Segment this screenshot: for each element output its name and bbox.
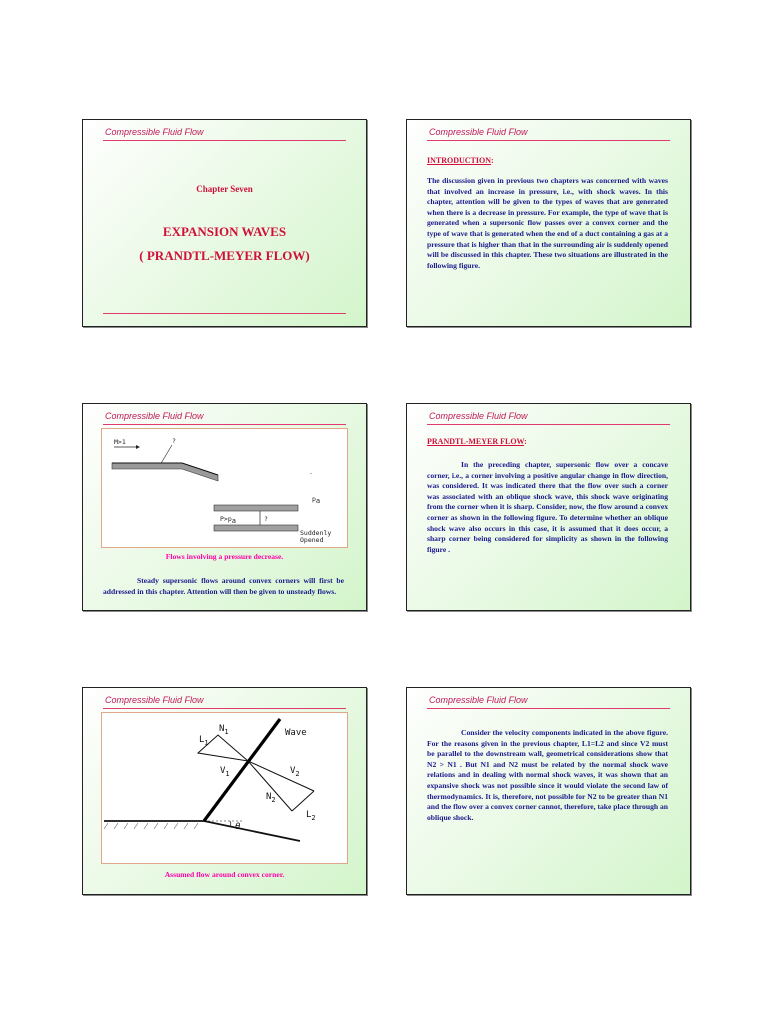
slide-5	[82, 687, 367, 895]
opened-label: Opened	[300, 536, 324, 544]
ambient-pressure-label: pa	[312, 495, 321, 505]
header-rule	[103, 140, 346, 141]
leader-line-1	[160, 445, 172, 465]
V2-label: $V_2$	[290, 766, 300, 778]
slide-header: Compressible Fluid Flow	[429, 127, 528, 137]
slide-header: Compressible Fluid Flow	[105, 127, 204, 137]
question-mark-2: ?	[264, 515, 268, 523]
title-line-2: ( PRANDTL-MEYER FLOW)	[139, 248, 310, 263]
slide-2	[406, 119, 691, 327]
slide-6	[406, 687, 691, 895]
footer-rule	[103, 313, 346, 314]
chapter-label: Chapter Seven	[196, 184, 253, 194]
wall-region	[104, 821, 302, 863]
duct-bottom-wall	[214, 525, 298, 531]
duct-top-wall	[214, 505, 298, 511]
intro-heading-line	[427, 156, 668, 167]
suddenly-label: Suddenly	[300, 529, 332, 537]
V1-label: $V_1$	[220, 766, 230, 778]
pm-paragraph: In the preceding chapter, supersonic flow over a concave corner, i.e., a corner involving a positive angular change in flow direction, was considered. It was indicated there that the flow over such a corner was associated with an oblique shock wave, this shock wave originating from the corner when it is sharp. Consider, now, the flow around a convex corner as shown in the following figure. To determine whether an oblique shock wave also occurs in this case, it is assumed that it does occur, a sharp corner being considered for simplicity as shown in the following figure .	[427, 460, 668, 554]
N2-label: $N_2$	[266, 792, 276, 804]
wave-label: Wave	[285, 728, 307, 738]
pm-heading-line	[427, 437, 668, 448]
pressure-decrease-figure	[101, 428, 348, 548]
L2-label: $L_2$	[306, 810, 316, 822]
header-rule	[103, 708, 346, 709]
slide-3	[82, 403, 367, 611]
slide-1	[82, 119, 367, 327]
V2-vector	[248, 761, 314, 791]
intro-paragraph: The discussion given in previous two chapters was concerned with waves that involved an increase in pressure, i.e., with shock waves. In this chapter, attention will be given to the types of waves that are generated when there is a decrease in pressure. For example, the type of wave that is generated when a supersonic flow passes over a convex corner and the type of wave that is generated when the end of a duct containing a gas at a pressure that is higher than that in the surrounding air is suddenly opened will be discussed in this chapter. These two situations are illustrated in the following figure.	[427, 176, 668, 270]
duct-pressure-label: P>pa	[220, 515, 236, 525]
question-mark-1: ?	[172, 437, 176, 445]
convex-corner-diagram	[102, 713, 347, 863]
L2-vector	[292, 791, 314, 811]
intro-heading-colon: :	[491, 156, 494, 165]
slide-6-paragraph: Consider the velocity components indicated in the above figure. For the reasons given in the previous chapter, L1=L2 and since V2 must be parallel to the downstream wall, geometrical considerations show that N2 > N1 . But N1 and N2 must be related by the normal shock wave relations and in dealing with normal shock waves, it was shown that an expansive shock was not possible since it would violate the second law of thermodynamics. It is, therefore, not possible for N2 to be greater than N1 and the flow over a convex corner cannot, therefore, take place through an oblique shock.	[427, 728, 669, 822]
flow-arrowhead	[136, 445, 140, 449]
header-rule	[427, 424, 670, 425]
title-line-1: EXPANSION WAVES	[162, 224, 287, 239]
pm-heading-colon: :	[524, 437, 527, 446]
slide-3-paragraph: Steady supersonic flows around convex corners will first be addressed in this chapter. Attention will then be given to unsteady flows.	[103, 576, 344, 596]
intro-heading: INTRODUCTION	[427, 156, 492, 165]
figure-caption: Assumed flow around convex corner.	[164, 870, 285, 879]
stray-dot: .	[309, 468, 313, 476]
slide-header: Compressible Fluid Flow	[429, 695, 528, 705]
header-rule	[427, 708, 670, 709]
slide-header: Compressible Fluid Flow	[105, 695, 204, 705]
convex-corner-figure	[101, 712, 348, 864]
mach-label: M>1	[114, 438, 126, 446]
theta-label: θ	[235, 822, 241, 832]
pm-heading: PRANDTL-MEYER FLOW	[427, 437, 525, 446]
pressure-decrease-diagram	[102, 429, 347, 547]
figure-caption: Flows involving a pressure decrease.	[165, 552, 284, 561]
convex-corner-wall	[112, 463, 218, 481]
slide-header: Compressible Fluid Flow	[105, 411, 204, 421]
L1-label: $L_1$	[199, 735, 209, 747]
header-rule	[427, 140, 670, 141]
slide-4	[406, 403, 691, 611]
header-rule	[103, 424, 346, 425]
slide-header: Compressible Fluid Flow	[429, 411, 528, 421]
N1-label: $N_1$	[219, 724, 229, 736]
N2-vector	[248, 761, 292, 811]
